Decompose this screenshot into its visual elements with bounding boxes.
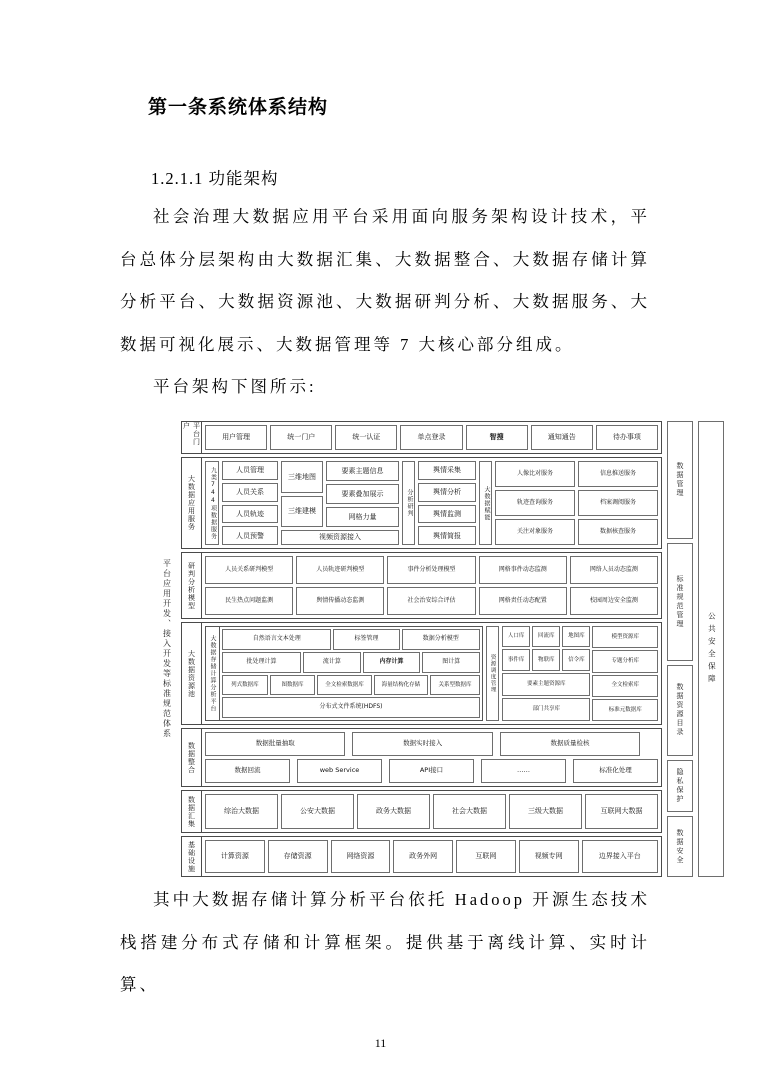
diagram-main	[181, 421, 662, 877]
diagram-outer-left-label: 平台应用开发、接入开发等标准规范体系	[162, 559, 172, 739]
layer-portal-label: 平台门户	[182, 422, 202, 453]
layer-collection-label: 数据汇集	[182, 791, 202, 832]
integration-row-1	[205, 732, 658, 756]
small-libs-row-2	[502, 649, 590, 670]
service-item: 人员关系	[222, 483, 278, 502]
storage-item: 标签管理	[333, 629, 399, 650]
service-item: 数据核查服务	[578, 519, 658, 545]
services-yuqing-column	[418, 461, 476, 545]
layer-models-body	[202, 553, 661, 618]
model-item: 人员关系研判模型	[205, 556, 293, 584]
layer-services-body	[202, 458, 661, 548]
model-item: 人员轨迹研判模型	[296, 556, 384, 584]
layer-portal	[181, 421, 662, 454]
service-item: 人像比对服务	[495, 461, 575, 487]
infra-item: 边界接入平台	[582, 840, 658, 873]
model-item: 校园周边安全监测	[570, 587, 658, 615]
service-item: 舆情简报	[418, 526, 476, 545]
services-grid	[495, 461, 658, 545]
storage-db-row	[222, 675, 480, 696]
storage-fs-row	[222, 697, 480, 718]
right-bar-segment: 数据管理	[667, 421, 693, 539]
layer-infrastructure	[181, 836, 662, 877]
lib-item: 信令库	[562, 649, 590, 670]
services-mid-top	[281, 461, 399, 527]
lib-item: 模型资源库	[592, 626, 658, 648]
infra-item: 互联网	[456, 840, 516, 873]
services-map-column	[281, 461, 323, 527]
resource-libs-col-2	[592, 626, 658, 721]
collection-item: 社会大数据	[433, 794, 506, 829]
right-bar-segment: 标准规范管理	[667, 543, 693, 661]
lib-item: 地图库	[562, 626, 590, 647]
service-item: 关注对象服务	[495, 519, 575, 545]
lib-item: 全文检索库	[592, 675, 658, 697]
right-bar-segment: 数据资源目录	[667, 665, 693, 757]
infra-item: 政务外网	[393, 840, 453, 873]
service-item: 网格力量	[326, 507, 399, 527]
service-item: 舆情分析	[418, 483, 476, 502]
storage-item: 图数据库	[270, 675, 316, 696]
paragraph-overview: 社会治理大数据应用平台采用面向服务架构设计技术，平台总体分层架构由大数据汇集、大数据整合、大数据存储计算分析平台、大数据资源池、大数据研判分析、大数据服务、大数据可视化展示、大数据管理等 7 大核心部分组成。	[120, 207, 650, 354]
integration-item: 数据质量检核	[500, 732, 640, 756]
service-item: 信息推送服务	[578, 461, 658, 487]
layer-infrastructure-label: 基础设施	[182, 837, 202, 876]
services-analysis-label: 分析研判	[402, 461, 415, 545]
storage-item-hdfs: 分布式文件系统(HDFS)	[222, 697, 480, 718]
storage-compute-row	[222, 652, 480, 673]
integration-item: ……	[481, 759, 566, 783]
resource-libraries	[502, 626, 658, 721]
lib-item: 专题分析库	[592, 650, 658, 672]
layer-collection-body	[202, 791, 661, 832]
lib-item: 回流库	[532, 626, 560, 647]
lib-item: 物联库	[532, 649, 560, 670]
service-item: 要素主题信息	[326, 461, 399, 481]
service-item: 人员轨迹	[222, 505, 278, 524]
layer-integration-label: 数据整合	[182, 729, 202, 786]
lib-item: 标准元数据库	[592, 699, 658, 721]
integration-item: API接口	[389, 759, 474, 783]
integration-item: web Service	[297, 759, 382, 783]
storage-platform-body	[220, 627, 482, 720]
model-item: 民生热点问题监测	[205, 587, 293, 615]
storage-item: 列式数据库	[222, 675, 268, 696]
model-item: 网络人员动态监测	[570, 556, 658, 584]
storage-item: 图计算	[422, 652, 480, 673]
storage-item: 流计算	[303, 652, 361, 673]
portal-item: 单点登录	[400, 425, 462, 450]
section-heading: 第一条系统体系结构	[148, 96, 329, 118]
layer-integration	[181, 728, 662, 787]
resources-scheduling-label: 资源调度管理	[486, 626, 499, 721]
portal-item: 通知通告	[531, 425, 593, 450]
sub-heading: 1.2.1.1 功能架构	[151, 169, 279, 188]
resource-libs-col-1	[502, 626, 590, 721]
storage-platform-label: 大数据存储计算分析平台	[206, 627, 220, 720]
model-item: 社会治安综合评估	[387, 587, 475, 615]
services-person-column	[222, 461, 278, 545]
model-item: 网格责任动态配置	[479, 587, 567, 615]
service-item: 轨迹查询服务	[495, 490, 575, 516]
service-item: 舆情监测	[418, 505, 476, 524]
integration-item: 数据实时接入	[352, 732, 492, 756]
layer-resources-body	[202, 623, 661, 724]
lib-item: 部门共享库	[502, 698, 590, 721]
right-bar-security-label: 公共安全保障	[698, 421, 724, 877]
collection-item: 互联网大数据	[585, 794, 658, 829]
layer-collection	[181, 790, 662, 833]
integration-item: 标准化处理	[573, 759, 658, 783]
layer-infrastructure-body	[202, 837, 661, 876]
service-item: 人员管理	[222, 461, 278, 480]
model-item: 事件分析处理模型	[387, 556, 475, 584]
storage-item: 数据分析模型	[402, 629, 480, 650]
layer-services-label: 大数据应用服务	[182, 458, 202, 548]
right-bar-security	[698, 421, 724, 877]
storage-item: 海量结构化存储	[374, 675, 428, 696]
right-bar-segment: 隐私保护	[667, 760, 693, 812]
storage-item: 批处理计算	[222, 652, 301, 673]
portal-item: 智搜	[466, 425, 528, 450]
layer-portal-body	[202, 422, 661, 453]
layer-resources	[181, 622, 662, 725]
storage-item: 自然语言文本处理	[222, 629, 331, 650]
portal-item: 统一门户	[270, 425, 332, 450]
service-item-video: 视频资源接入	[281, 530, 399, 545]
portal-item: 统一认证	[335, 425, 397, 450]
infra-item: 网络资源	[331, 840, 391, 873]
lib-item: 事件库	[502, 649, 530, 670]
lib-item: 要素主题资源库	[502, 673, 590, 696]
infra-item: 计算资源	[205, 840, 265, 873]
collection-item: 三级大数据	[509, 794, 582, 829]
storage-item: 内存计算	[363, 652, 421, 673]
page-number: 11	[374, 1036, 387, 1050]
model-item: 舆情传播动态监测	[296, 587, 384, 615]
services-sub-label: 九类744项数据服务	[205, 461, 219, 545]
service-item: 三维建模	[281, 496, 323, 528]
storage-item: 全文检索数据库	[317, 675, 371, 696]
models-row-1	[205, 556, 658, 584]
service-item: 舆情采集	[418, 461, 476, 480]
model-item: 网格事件动态监测	[479, 556, 567, 584]
small-libs-row-1	[502, 626, 590, 647]
service-item: 人员预警	[222, 526, 278, 545]
service-item: 三维地图	[281, 461, 323, 493]
paragraph-hadoop: 其中大数据存储计算分析平台依托 Hadoop 开源生态技术栈搭建分布式存储和计算框架。提供基于离线计算、实时计算、	[120, 890, 650, 994]
lib-item: 人口库	[502, 626, 530, 647]
services-element-column	[326, 461, 399, 527]
storage-platform	[205, 626, 483, 721]
architecture-diagram	[158, 421, 724, 877]
collection-item: 综治大数据	[205, 794, 278, 829]
paragraph-figure-intro: 平台架构下图所示:	[153, 377, 317, 396]
portal-item: 用户管理	[205, 425, 267, 450]
service-item: 档案调阅服务	[578, 490, 658, 516]
service-item: 要素叠加展示	[326, 484, 399, 504]
layer-models-label: 研判分析模型	[182, 553, 202, 618]
portal-item: 待办事项	[596, 425, 658, 450]
integration-row-2	[205, 759, 658, 783]
models-row-2	[205, 587, 658, 615]
infra-item: 存储资源	[268, 840, 328, 873]
layer-integration-body	[202, 729, 661, 786]
storage-item: 关系型数据库	[430, 675, 480, 696]
storage-top-row	[222, 629, 480, 650]
layer-resources-label: 大数据资源池	[182, 623, 202, 724]
integration-item: 数据回流	[205, 759, 290, 783]
services-mid-group	[281, 461, 399, 545]
right-bar-segment: 数据安全	[667, 816, 693, 877]
collection-item: 公安大数据	[281, 794, 354, 829]
layer-models	[181, 552, 662, 619]
layer-services	[181, 457, 662, 549]
collection-item: 政务大数据	[357, 794, 430, 829]
infra-item: 视频专网	[519, 840, 579, 873]
integration-item: 数据批量抽取	[205, 732, 345, 756]
right-bar-management	[667, 421, 693, 877]
services-empower-label: 大数据赋能	[479, 461, 492, 545]
